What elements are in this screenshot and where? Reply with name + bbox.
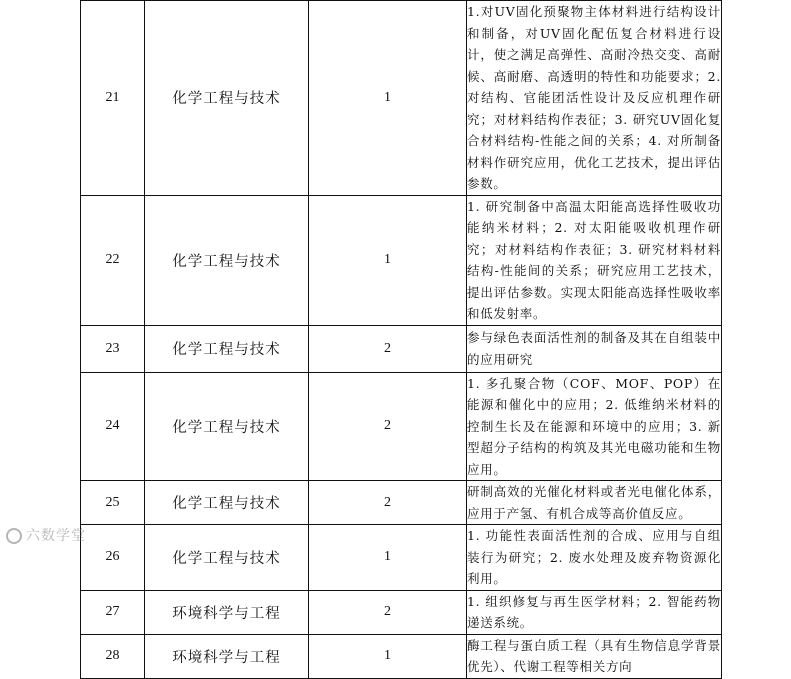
row-number: 28 [81,634,145,678]
major-name: 化学工程与技术 [145,525,309,591]
research-direction: 1. 多孔聚合物（COF、MOF、POP）在能源和催化中的应用；2. 低维纳米材料的控制生长及在能源和环境中的应用；3. 新型超分子结构的构筑及其光电磁功能和生物应用。 [467,372,722,481]
table-row [81,590,722,634]
table-row [81,325,722,372]
row-number: 25 [81,481,145,525]
row-number: 26 [81,525,145,591]
table-row [81,1,722,196]
research-direction: 酶工程与蛋白质工程（具有生物信息学背景优先）、代谢工程等相关方向 [467,634,722,678]
quota-count: 2 [309,372,467,481]
table-row [81,525,722,591]
quota-count: 2 [309,481,467,525]
quota-count: 1 [309,1,467,196]
watermark-logo-icon [6,528,22,544]
row-number: 24 [81,372,145,481]
row-number: 21 [81,1,145,196]
research-direction: 参与绿色表面活性剂的制备及其在自组装中的应用研究 [467,325,722,372]
research-direction: 1. 功能性表面活性剂的合成、应用与自组装行为研究；2. 废水处理及废弃物资源化利用。 [467,525,722,591]
table-row [81,634,722,678]
recruitment-table [80,0,722,679]
watermark [6,525,86,545]
major-name: 环境科学与工程 [145,634,309,678]
quota-count: 2 [309,590,467,634]
quota-count: 2 [309,325,467,372]
table-row [81,481,722,525]
quota-count: 1 [309,195,467,325]
row-number: 22 [81,195,145,325]
quota-count: 1 [309,525,467,591]
major-name: 化学工程与技术 [145,372,309,481]
research-direction: 1. 研究制备中高温太阳能高选择性吸收功能纳米材料；2. 对太阳能吸收机理作研究；对材料结构作表征；3. 研究材料材料结构-性能间的关系；研究应用工艺技术，提出评估参数。实现太阳能高选择性吸收率和低发射率。 [467,195,722,325]
major-name: 化学工程与技术 [145,325,309,372]
major-name: 化学工程与技术 [145,1,309,196]
major-name: 环境科学与工程 [145,590,309,634]
major-name: 化学工程与技术 [145,481,309,525]
watermark-text: 六数学堂 [26,528,86,544]
quota-count: 1 [309,634,467,678]
row-number: 23 [81,325,145,372]
research-direction: 1.对UV固化预聚物主体材料进行结构设计和制备，对UV固化配伍复合材料进行设计，使之满足高弹性、高耐冷热交变、高耐候、高耐磨、高透明的特性和功能要求；2. 对结构、官能团活性设计及反应机理作研究；对材料结构作表征；3. 研究UV固化复合材料结构-性能之间的关系；4. 对所制备材料作研究应用，优化工艺技术，提出评估参数。 [467,1,722,196]
major-name: 化学工程与技术 [145,195,309,325]
table-row [81,195,722,325]
row-number: 27 [81,590,145,634]
research-direction: 研制高效的光催化材料或者光电催化体系，应用于产氢、有机合成等高价值反应。 [467,481,722,525]
research-direction: 1. 组织修复与再生医学材料；2. 智能药物递送系统。 [467,590,722,634]
table-row [81,372,722,481]
